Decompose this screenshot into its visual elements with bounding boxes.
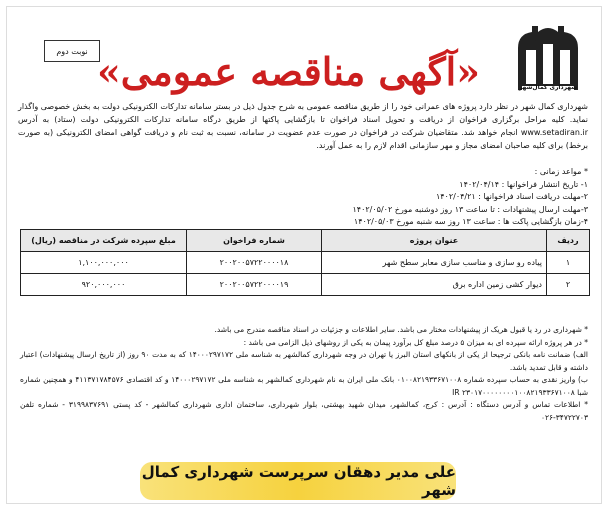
header-row-number: ردیف: [547, 230, 590, 252]
header-project-title: عنوان پروژه: [322, 230, 547, 252]
table-row: [21, 274, 590, 296]
note-item: * اطلاعات تماس و آدرس دستگاه : آدرس : کرج، کمالشهر، میدان شهید بهشتی، بلوار شهرداری، ساختمان اداری شهرداری کمالشهر - کد پستی ۳۱۹۹۸۳۷۶۹۱ - شماره تلفن ۳۴۷۲۲۷۰۳-۰۲۶: [20, 400, 589, 422]
cell-call-number: ۲۰۰۲۰۰۵۷۲۲۰۰۰۰۱۹: [187, 274, 322, 296]
deadline-item: ۴-زمان بازگشایی پاکت ها : ساعت ۱۳ روز سه شنبه مورخ ۱۴۰۲/۰۵/۰۳: [353, 217, 588, 226]
notes-section: [20, 324, 588, 424]
note-item: الف) ضمانت نامه بانکی ترجیحا از یکی از بانکهای استان البرز یا تهران در وجه شهرداری کمالشهر به شناسه ملی ۱۴۰۰۰۲۹۷۱۷۲ که به مدت ۹۰ روز (از تاریخ ارسال پیشنهادات) اعتبار داشته و قابل تمدید باشد.: [20, 350, 589, 372]
note-item: * در هر پروژه ارائه سپرده ای به میزان ۵ درصد مبلغ کل برآورد پیمان به یکی از روشهای ذیل الزامی می باشد :: [243, 337, 588, 347]
deadline-item: ۱- تاریخ انتشار فراخوانها : ۱۴۰۲/۰۴/۱۴: [459, 179, 588, 189]
deadlines-list: [28, 166, 588, 229]
intro-paragraph: [18, 100, 588, 152]
table-header-row: [21, 230, 590, 252]
intro-text: شهرداری کمال شهر در نظر دارد پروژه های عمرانی خود را از طریق مناقصه عمومی به شرح جدول ذیل در بستر سامانه تدارکات الکترونیکی دولت به بخش خصوصی واگذار نماید. کلیه مراحل برگزاری فراخوان از دریافت و تحویل اسناد فراخوان تا بازگشایی پاکتها از طریق درگاه سامانه تدارکات الکترونیکی دولت (ستاد) به آدرس www.setadiran.ir انجام خواهد شد. متقاضیان شرکت در فراخوان در صورت عدم عضویت در سامانه، نسبت به ثبت نام و دریافت گواهی امضای الکترونیکی (به صورت برخط) برای کلیه صاحبان امضای مجاز و مهر سازمانی اقدام لازم را به عمل آورند.: [18, 102, 588, 150]
cell-project-title: دیوار کشی زمین اداره برق: [322, 274, 547, 296]
signature-text: علی مدیر دهقان سرپرست شهرداری کمال شهر: [141, 463, 456, 499]
logo-caption: شهرداری کمال‌شهر: [518, 84, 578, 91]
deadline-item: ۳-مهلت ارسال پیشنهادات : تا ساعت ۱۳ روز دوشنبه مورخ ۱۴۰۲/۰۵/۰۲: [352, 204, 588, 214]
deadlines-heading: * مواعد زمانی :: [534, 167, 588, 176]
cell-row-number: ۱: [547, 252, 590, 274]
cell-call-number: ۲۰۰۲۰۰۵۷۲۲۰۰۰۰۱۸: [187, 252, 322, 274]
signature-banner: [140, 462, 456, 500]
cell-deposit-amount: ۹۲۰,۰۰۰,۰۰۰: [21, 274, 187, 296]
edition-badge: نوبت دوم: [44, 40, 100, 62]
tenders-table: [20, 229, 590, 296]
cell-project-title: پیاده رو سازی و مناسب سازی معابر سطح شهر: [322, 252, 547, 274]
notice-title: «آگهی مناقصه عمومی»: [97, 49, 480, 94]
cell-deposit-amount: ۱,۱۰۰,۰۰۰,۰۰۰: [21, 252, 187, 274]
header-call-number: شماره فراخوان: [187, 230, 322, 252]
note-item: ب) واریز نقدی به حساب سپرده شماره ۰۱۰۰۸۲۱۹۳۳۶۷۱۰۰۸ بانک ملی ایران به نام شهرداری کمالشهر به شناسه ملی ۱۴۰۰۰۲۹۷۱۷۲ و کد اقتصادی ۴۱۱۳۷۱۷۸۴۵۷۶ و همچنین شماره شبا IR ۲۳۰۱۷۰۰۰۰۰۰۰۰۱۰۰۸۲۱۹۳۳۶۷۱۰۰۸: [20, 375, 588, 397]
cell-row-number: ۲: [547, 274, 590, 296]
deadline-item: ۲-مهلت دریافت اسناد فراخوانها : ۱۴۰۲/۰۴/۲۱: [435, 192, 588, 201]
note-item: * شهرداری در رد یا قبول هریک از پیشنهادات مختار می باشد. سایر اطلاعات و جزئیات در اسناد مناقصه مندرج می باشد.: [214, 325, 588, 334]
table-row: [21, 252, 590, 274]
header-deposit-amount: مبلغ سپرده شرکت در مناقصه (ریال): [21, 230, 187, 252]
